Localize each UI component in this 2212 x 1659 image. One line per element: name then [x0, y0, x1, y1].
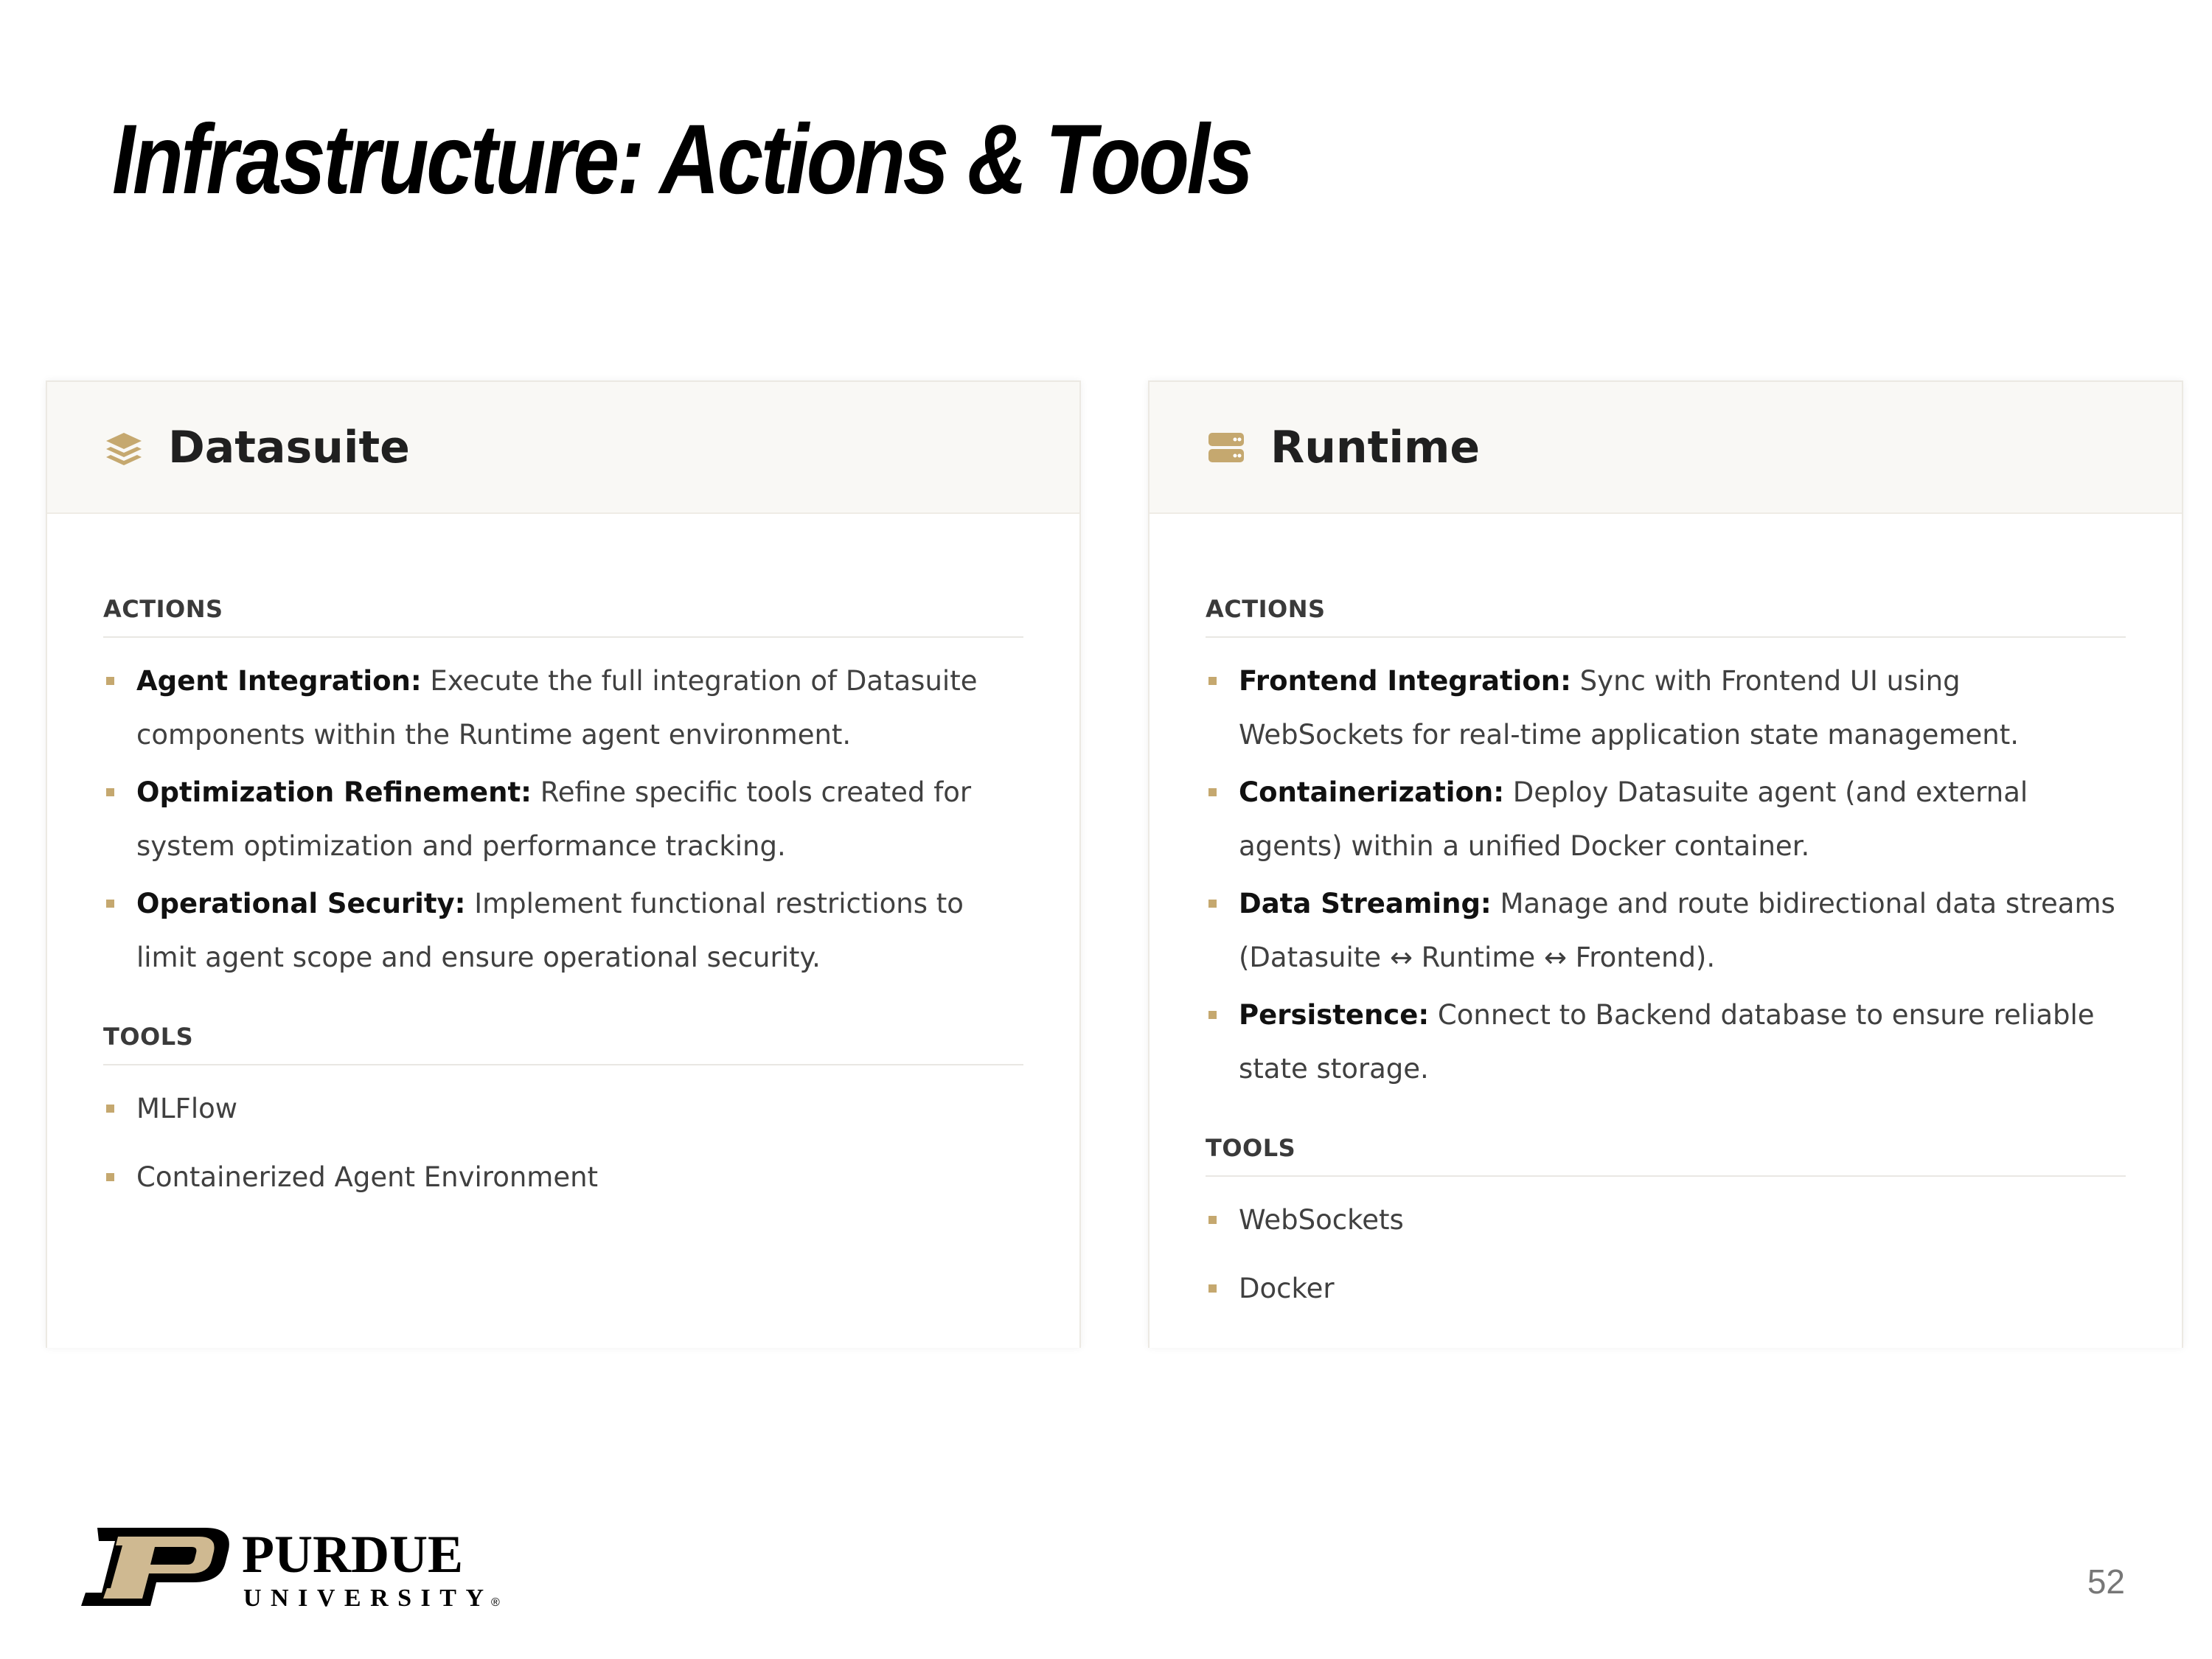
layers-icon — [103, 427, 145, 468]
bullet-icon — [1208, 1216, 1217, 1224]
list-item: Agent Integration: Execute the full integration of Datasuite components within the Runtime agent environment. — [103, 654, 1023, 762]
list-item: Frontend Integration: Sync with Frontend UI using WebSockets for real-time application state management. — [1206, 654, 2126, 762]
bullet-icon — [1208, 1011, 1217, 1019]
card-title: Runtime — [1270, 421, 1481, 473]
bullet-icon — [1208, 1284, 1217, 1293]
logo-subtitle: UNIVERSITY — [243, 1585, 493, 1612]
page-number: 52 — [2087, 1562, 2125, 1601]
bullet-icon — [106, 900, 114, 908]
bullet-icon — [106, 1105, 114, 1113]
card-header — [1150, 382, 2182, 514]
card-title: Datasuite — [168, 421, 410, 473]
bullet-icon — [1208, 900, 1217, 908]
tools-label: TOOLS — [103, 1023, 1023, 1065]
list-item: Persistence: Connect to Backend database to ensure reliable state storage. — [1206, 988, 2126, 1096]
purdue-p-icon — [81, 1528, 229, 1606]
actions-label: ACTIONS — [103, 595, 1023, 638]
bullet-icon — [1208, 677, 1217, 685]
list-item: Optimization Refinement: Refine specific tools created for system optimization and performance tracking. — [103, 765, 1023, 873]
actions-label: ACTIONS — [1206, 595, 2126, 638]
bullet-icon — [106, 788, 114, 796]
list-item: Data Streaming: Manage and route bidirectional data streams (Datasuite ↔ Runtime ↔ Frontend). — [1206, 877, 2126, 984]
list-item: Containerization: Deploy Datasuite agent (and external agents) within a unified Docker container. — [1206, 765, 2126, 873]
purdue-logo — [81, 1519, 509, 1615]
tool-item: Containerized Agent Environment — [103, 1150, 1023, 1204]
tool-item: MLFlow — [103, 1082, 1023, 1135]
slide-title: Infrastructure: Actions & Tools — [112, 105, 1251, 215]
tool-item: Docker — [1206, 1262, 2126, 1315]
server-icon — [1206, 427, 1247, 468]
bullet-icon — [106, 1173, 114, 1181]
logo-name: PURDUE — [242, 1525, 463, 1584]
bullet-icon — [106, 677, 114, 685]
card-header — [47, 382, 1079, 514]
datasuite-card — [46, 380, 1081, 1348]
list-item: Operational Security: Implement functional restrictions to limit agent scope and ensure operational security. — [103, 877, 1023, 984]
bullet-icon — [1208, 788, 1217, 796]
runtime-card — [1148, 380, 2183, 1348]
tool-item: WebSockets — [1206, 1193, 2126, 1247]
tools-label: TOOLS — [1206, 1134, 2126, 1177]
registered-mark: ® — [491, 1596, 500, 1609]
